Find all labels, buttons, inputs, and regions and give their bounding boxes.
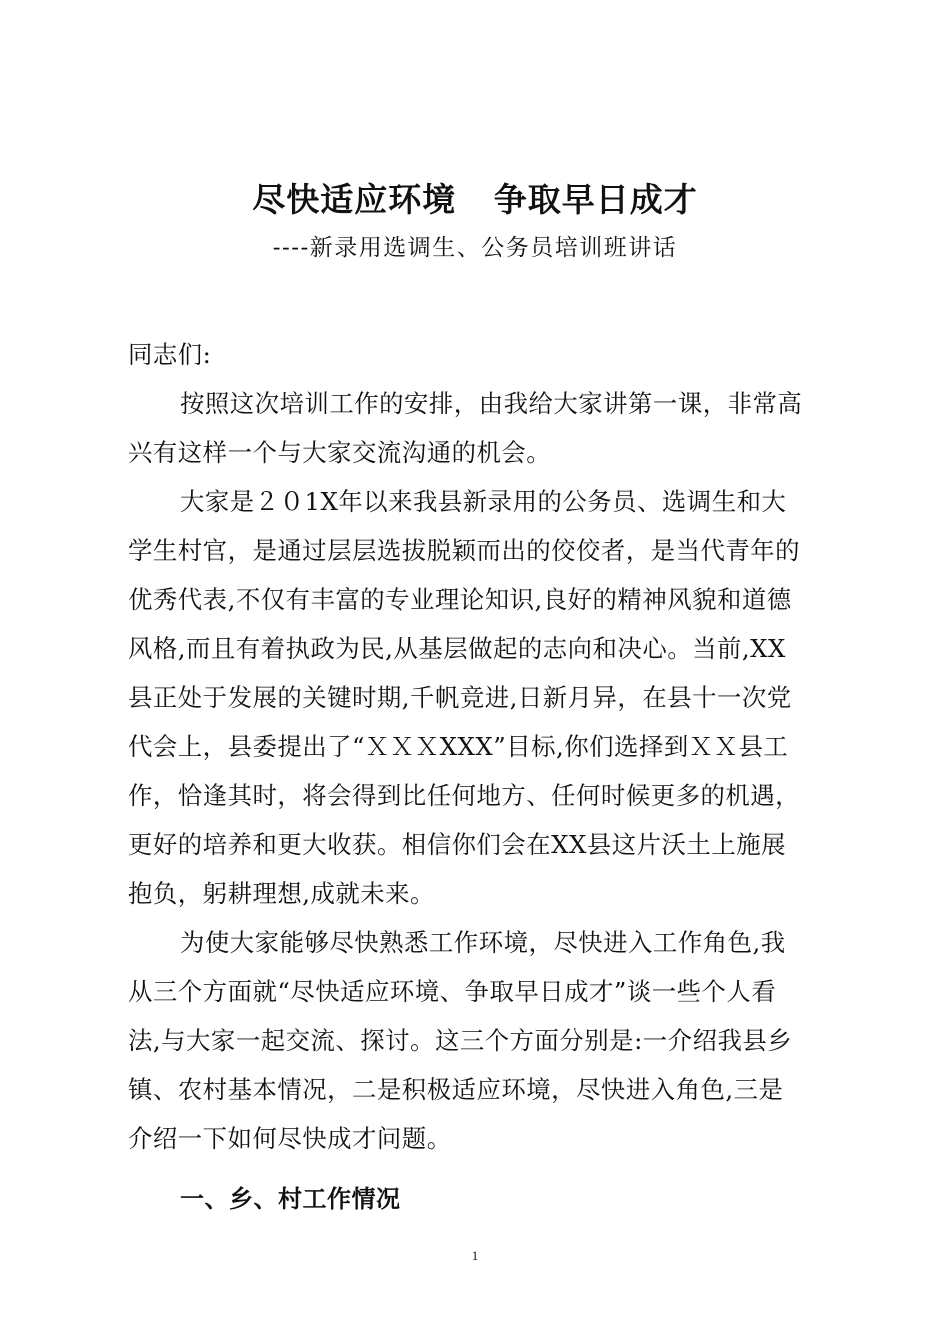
paragraph-line: 学生村官，是通过层层选拔脱颖而出的佼佼者，是当代青年的: [128, 536, 801, 565]
paragraph-line: 优秀代表,不仅有丰富的专业理论知识,良好的精神风貌和道德: [128, 585, 792, 614]
paragraph-line: 代会上，县委提出了“ＸＸＸXXX”目标,你们选择到ＸＸ县工: [128, 732, 789, 761]
paragraph-line: 作，恰逢其时，将会得到比任何地方、任何时候更多的机遇，: [128, 781, 801, 810]
document-body: [128, 330, 826, 1224]
paragraph-line: 更好的培养和更大收获。相信你们会在XX县这片沃土上施展: [128, 830, 786, 859]
salutation: 同志们:: [128, 340, 212, 369]
paragraph-line: 镇、农村基本情况，二是积极适应环境，尽快进入角色,三是: [128, 1075, 784, 1104]
document-subtitle: ----新录用选调生、公务员培训班讲话: [272, 235, 678, 261]
paragraph-1: [128, 379, 826, 477]
document-title: 尽快适应环境 争取早日成才: [252, 180, 698, 219]
paragraph-line: 县正处于发展的关键时期,千帆竞进,日新月异，在县十一次党: [128, 683, 792, 712]
section-heading: 一、乡、村工作情况: [180, 1185, 401, 1213]
paragraph-line: 大家是２０1X年以来我县新录用的公务员、选调生和大: [180, 487, 787, 516]
paragraph-line: 按照这次培训工作的安排，由我给大家讲第一课，非常高: [180, 389, 803, 418]
paragraph-line: 法,与大家一起交流、探讨。这三个方面分别是:一介绍我县乡: [128, 1026, 793, 1055]
page-number: 1: [471, 1248, 479, 1263]
paragraph-3: [128, 918, 826, 1163]
paragraph-line: 风格,而且有着执政为民,从基层做起的志向和决心。当前,XX: [128, 634, 786, 663]
paragraph-line: 介绍一下如何尽快成才问题。: [128, 1124, 452, 1153]
paragraph-line: 抱负，躬耕理想,成就未来。: [128, 879, 435, 908]
paragraph-2: [128, 477, 826, 918]
paragraph-line: 从三个方面就“尽快适应环境、争取早日成才”谈一些个人看: [128, 977, 777, 1006]
paragraph-line: 为使大家能够尽快熟悉工作环境，尽快进入工作角色,我: [180, 928, 786, 957]
paragraph-line: 兴有这样一个与大家交流沟通的机会。: [128, 438, 552, 467]
